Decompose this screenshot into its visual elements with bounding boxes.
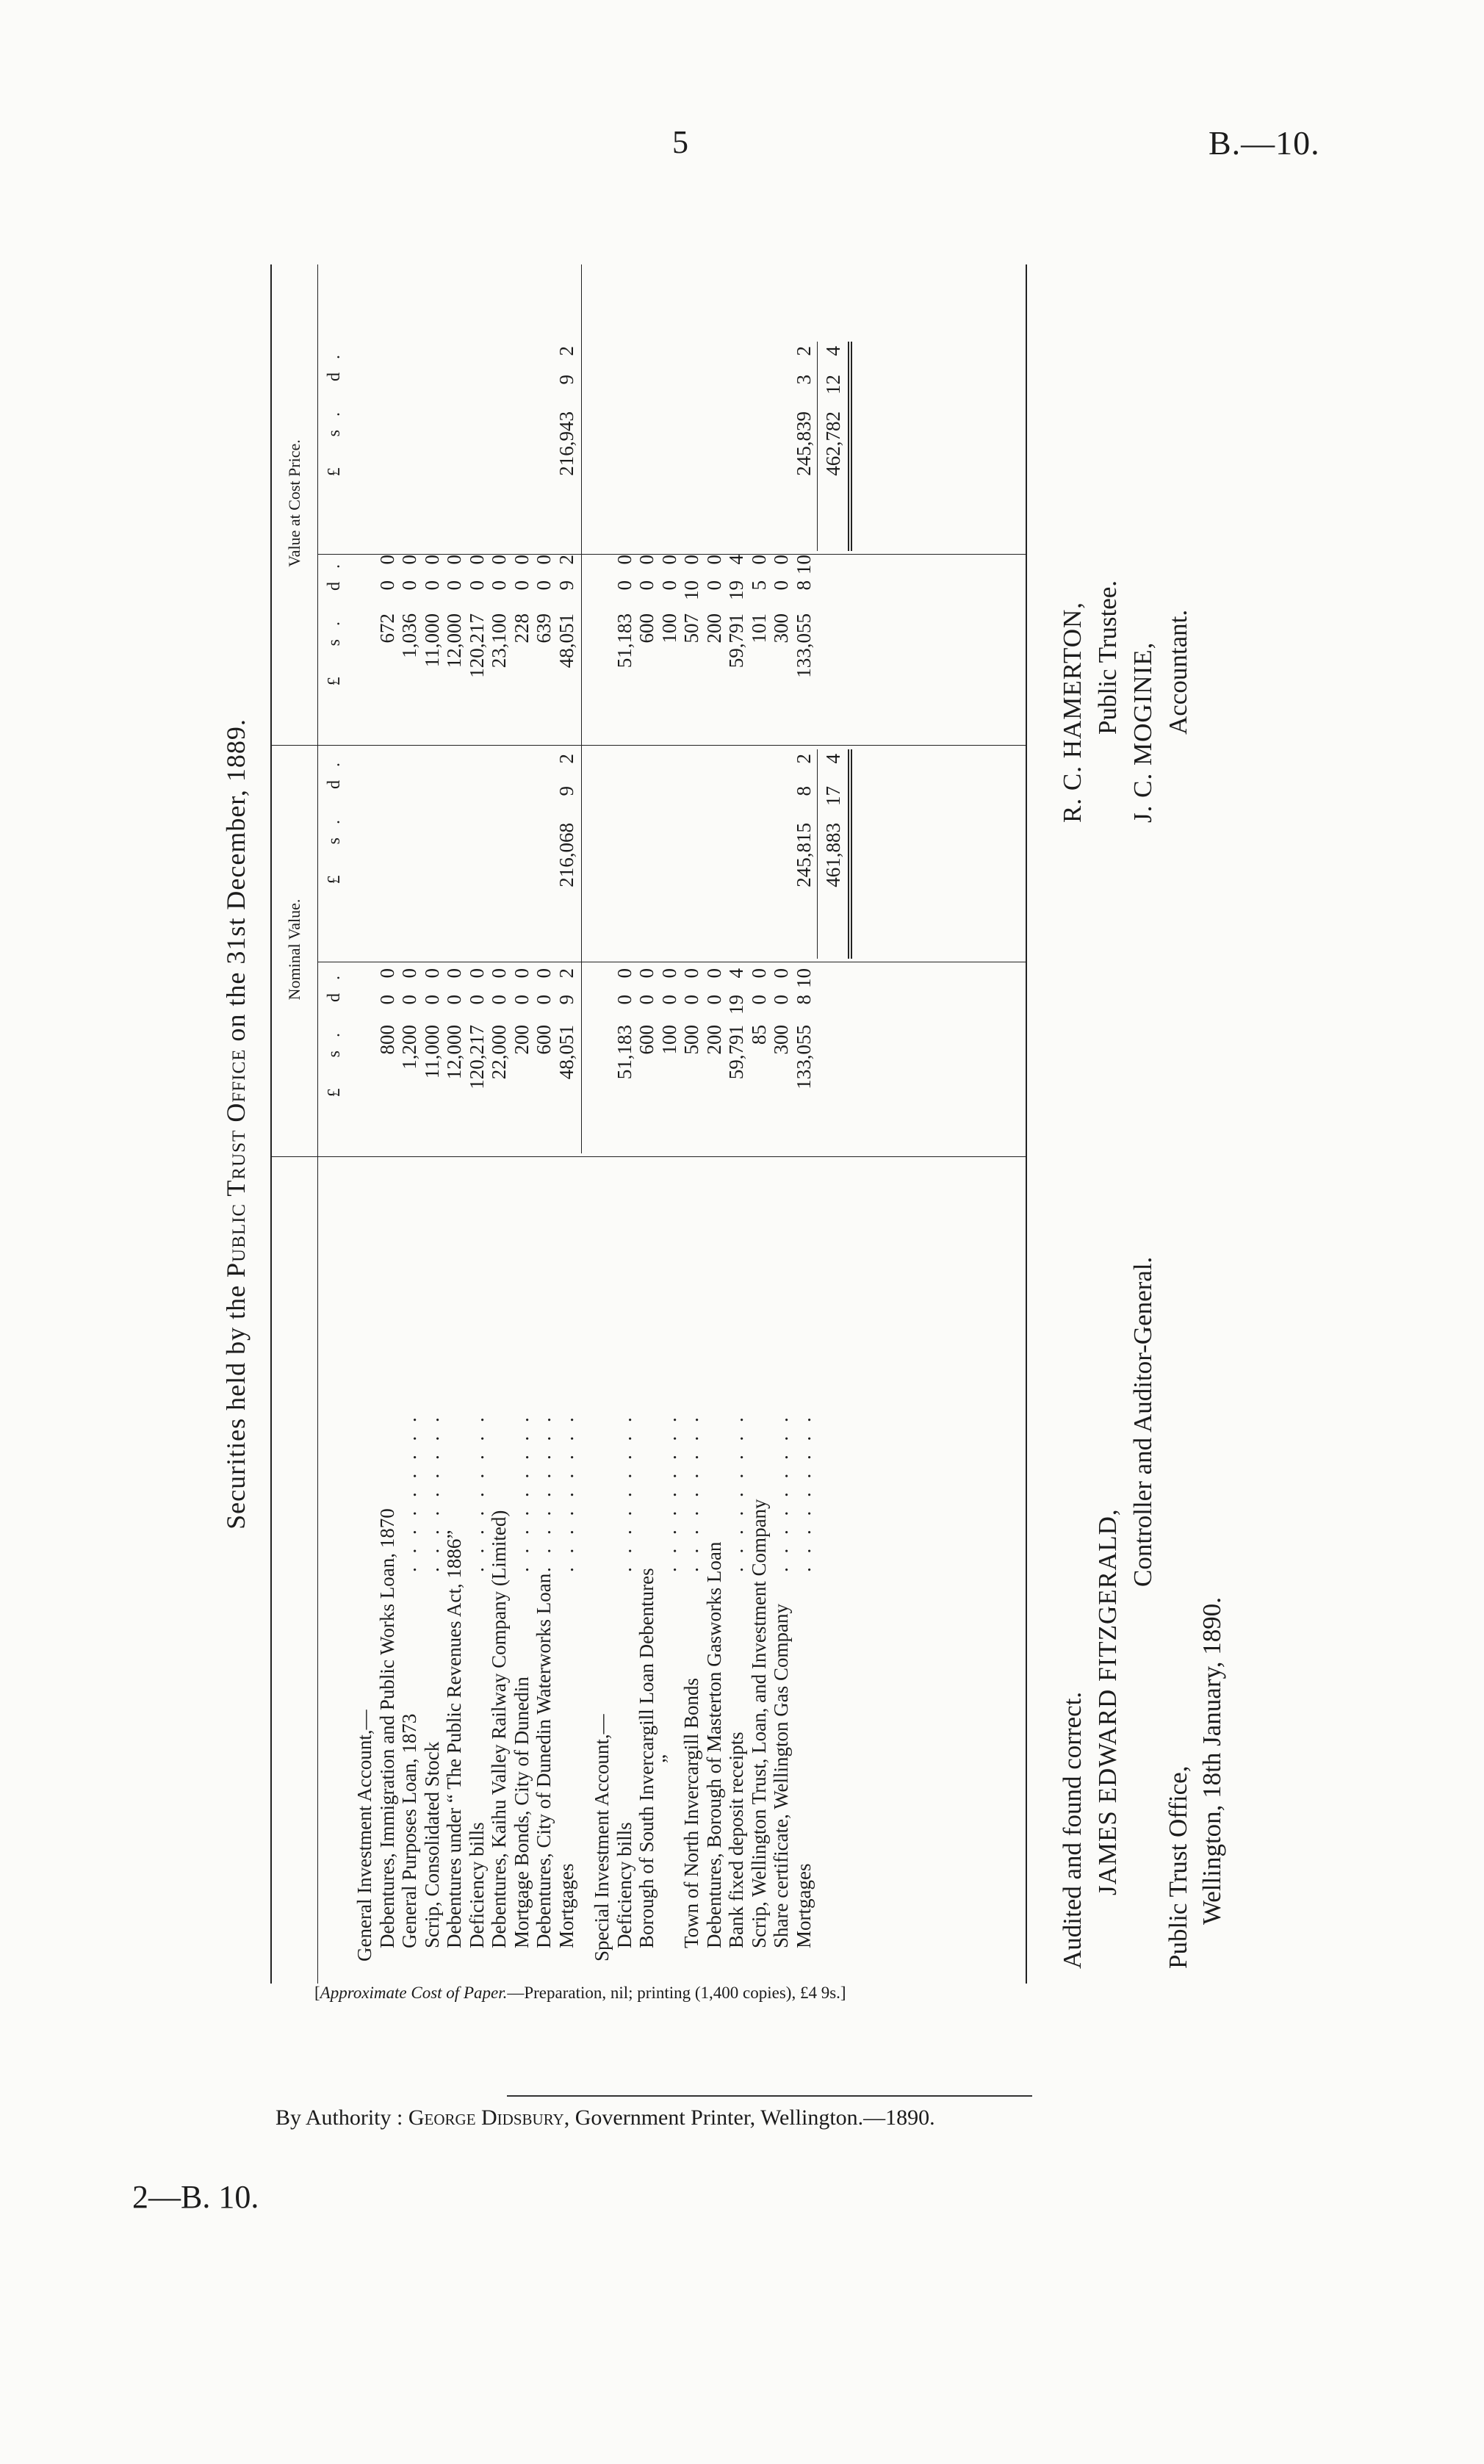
row-value-nl: 120,217 [465, 1025, 488, 1089]
row-value-nd: 0 [680, 968, 703, 979]
row-value-nl: 1,200 [398, 1025, 420, 1070]
nominal-units: £ s. d. [325, 962, 344, 1098]
row-value-ns: 8 [792, 995, 815, 1005]
row-value-cd: 0 [375, 555, 398, 565]
rotated-securities-table [220, 264, 1455, 1984]
row-value-nl: 12,000 [443, 1025, 465, 1080]
row-value-nd: 0 [702, 968, 725, 979]
row-value-nd: 0 [658, 968, 680, 979]
row-value-nl: 600 [635, 1025, 658, 1055]
row-value-cd: 2 [555, 555, 577, 565]
row-value-cd: 0 [770, 555, 793, 565]
row-value-cs: 0 [770, 580, 793, 591]
row-value-cs: 0 [398, 580, 420, 591]
place-date: Wellington, 18th January, 1890. [1197, 1597, 1226, 1925]
row-value-nd: 0 [613, 968, 635, 979]
row-value-cl: 48,051 [555, 613, 577, 669]
sheet-mark: 2—B. 10. [132, 2179, 259, 2215]
row-label: Mortgages [555, 1863, 577, 1948]
row-value-ns: 0 [398, 995, 420, 1005]
section-total-total_nominal: 2 [555, 754, 577, 764]
office-line: Public Trust Office, [1164, 1765, 1192, 1969]
section-heading: General Investment Account,— [353, 1710, 375, 1962]
row-value-cd: 4 [725, 555, 748, 565]
row-value-cs: 0 [488, 580, 510, 591]
row-label: Debentures under “ The Public Revenues Act, 1886” [443, 1530, 465, 1948]
trustee-title: Public Trustee. [1093, 580, 1122, 735]
row-value-cs: 5 [747, 580, 770, 591]
table-row [556, 264, 577, 1984]
row-value-nl: 11,000 [420, 1025, 443, 1079]
grand-total-double-rule-cost [848, 342, 852, 551]
table-row [511, 264, 532, 1984]
section-total-total_cost: 9 [555, 375, 577, 385]
header-rule [317, 264, 318, 1984]
row-value-cd: 0 [443, 555, 465, 565]
section-heading-row [354, 264, 375, 1984]
grand-total-double-rule-nominal [848, 749, 852, 959]
row-value-cl: 507 [680, 613, 703, 644]
section-total-total_cost: 2 [555, 346, 577, 356]
table-row [377, 264, 397, 1984]
row-value-nl: 85 [747, 1025, 770, 1045]
row-value-cs: 9 [555, 580, 577, 591]
row-value-cd: 0 [747, 555, 770, 565]
row-label: Debentures, City of Dunedin Waterworks Loan [533, 1573, 555, 1948]
section-separator [581, 264, 582, 1153]
row-label: Deficiency bills [613, 1822, 635, 1948]
subtotal-rule-nominal [817, 749, 818, 959]
table-bottom-rule [1026, 264, 1027, 1984]
leader-dots: . . . . . . . . . [398, 1413, 420, 1572]
row-value-cd: 10 [792, 555, 815, 574]
leader-dots: . . . . . . . . . [555, 1413, 577, 1572]
accountant-title: Accountant. [1164, 609, 1192, 735]
row-value-ns: 0 [488, 995, 510, 1005]
row-value-nd: 0 [635, 968, 658, 979]
grand-total-nominal: 4 [822, 754, 845, 764]
row-value-ns: 9 [555, 995, 577, 1005]
row-value-nd: 0 [533, 968, 555, 979]
leader-dots: . . . . . . . . . [510, 1413, 533, 1572]
table-row [704, 264, 724, 1984]
row-value-cs: 0 [613, 580, 635, 591]
table-row [726, 264, 746, 1984]
row-value-cl: 200 [702, 613, 725, 644]
row-value-cl: 59,791 [725, 613, 748, 669]
leader-dots: . . . . . . . . . [658, 1413, 680, 1572]
leader-dots: . . . . . . . . . [613, 1413, 635, 1572]
row-value-nd: 0 [747, 968, 770, 979]
row-value-ns: 0 [510, 995, 533, 1005]
row-value-cl: 101 [747, 613, 770, 644]
row-value-cd: 0 [680, 555, 703, 565]
document-reference: B.—10. [1209, 124, 1320, 162]
row-value-cs: 0 [375, 580, 398, 591]
row-value-ns: 0 [613, 995, 635, 1005]
row-value-nl: 51,183 [613, 1025, 635, 1080]
section-heading: Special Investment Account,— [591, 1714, 613, 1962]
row-value-ns: 0 [702, 995, 725, 1005]
row-value-cs: 0 [510, 580, 533, 591]
row-value-cd: 0 [420, 555, 443, 565]
row-value-cd: 0 [533, 555, 555, 565]
row-value-cd: 0 [702, 555, 725, 565]
grand-total-row [823, 264, 843, 1984]
row-value-ns: 0 [680, 995, 703, 1005]
row-value-nl: 600 [533, 1025, 555, 1055]
section-total-total_cost: 245,839 [792, 411, 815, 476]
row-value-cl: 11,000 [420, 613, 443, 668]
trustee-name: R. C. HAMERTON, [1058, 601, 1087, 823]
leader-dots: . . . . . . . . . [725, 1413, 748, 1572]
leader-dots: . . . . . . . . . [680, 1413, 703, 1572]
grand-total-cost: 462,782 [822, 411, 845, 476]
row-value-cs: 19 [725, 580, 748, 600]
nominal-total-units: £ s. d. [325, 749, 344, 885]
row-value-nd: 0 [443, 968, 465, 979]
section-heading-row [591, 264, 612, 1984]
row-value-cl: 100 [658, 613, 680, 644]
subtotal-rule-cost [817, 342, 818, 551]
row-value-nl: 800 [375, 1025, 398, 1055]
row-value-nd: 0 [420, 968, 443, 979]
leader-dots: . . . . . . . . . [420, 1413, 443, 1572]
row-value-nl: 22,000 [488, 1025, 510, 1080]
table-row [489, 264, 509, 1984]
section-total-total_nominal: 2 [792, 754, 815, 764]
cost-units: £ s. d. [325, 551, 344, 686]
row-value-nd: 4 [725, 968, 748, 979]
section-total-total_cost: 2 [792, 346, 815, 356]
row-value-cl: 133,055 [792, 613, 815, 678]
row-value-cs: 0 [702, 580, 725, 591]
nominal-value-header: Nominal Value. [285, 898, 303, 1001]
table-row [771, 264, 791, 1984]
table-row [533, 264, 554, 1984]
row-value-cl: 300 [770, 613, 793, 644]
row-value-nl: 300 [770, 1025, 793, 1055]
row-value-nl: 200 [702, 1025, 725, 1055]
row-value-ns: 0 [747, 995, 770, 1005]
table-row [399, 264, 419, 1984]
row-value-nl: 59,791 [725, 1025, 748, 1080]
row-value-cl: 120,217 [465, 613, 488, 678]
row-label: Debentures, Kaihu Valley Railway Company (Limited) [488, 1510, 510, 1948]
accountant-name: J. C. MOGINIE, [1128, 641, 1157, 823]
row-label: Bank fixed deposit receipts [725, 1732, 748, 1948]
row-value-ns: 0 [533, 995, 555, 1005]
table-row [467, 264, 487, 1984]
row-value-cs: 0 [443, 580, 465, 591]
row-value-cd: 0 [613, 555, 635, 565]
section-total-total_nominal: 245,815 [792, 823, 815, 887]
row-value-cl: 672 [375, 613, 398, 644]
row-value-nd: 2 [555, 968, 577, 979]
row-value-cs: 10 [680, 580, 703, 600]
row-label: Town of North Invercargill Bonds [680, 1677, 703, 1948]
row-value-nd: 0 [375, 968, 398, 979]
row-label: Scrip, Consolidated Stock [420, 1741, 443, 1948]
row-value-nl: 500 [680, 1025, 703, 1055]
row-value-ns: 0 [443, 995, 465, 1005]
section-total-total_cost: 3 [792, 375, 815, 385]
row-label: ” [658, 1754, 680, 1763]
row-label: General Purposes Loan, 1873 [398, 1713, 420, 1948]
row-value-cd: 0 [398, 555, 420, 565]
page-number: 5 [672, 124, 688, 160]
section-total-total_nominal: 8 [792, 786, 815, 796]
row-value-cl: 51,183 [613, 613, 635, 669]
grand-total-nominal: 17 [822, 786, 845, 806]
row-label: Share certificate, Wellington Gas Company [770, 1604, 793, 1948]
row-value-cs: 0 [465, 580, 488, 591]
row-value-nl: 48,051 [555, 1025, 577, 1080]
row-label: Debentures, Immigration and Public Works Loan, 1870 [375, 1508, 398, 1948]
table-row [614, 264, 635, 1984]
row-value-nl: 200 [510, 1025, 533, 1055]
section-total-total_nominal: 216,068 [555, 823, 577, 887]
row-value-nd: 0 [398, 968, 420, 979]
row-value-ns: 0 [770, 995, 793, 1005]
leader-dots: . . . . . . . . . [792, 1413, 815, 1572]
row-value-cl: 600 [635, 613, 658, 644]
paper-cost-footnote: [Approximate Cost of Paper.—Preparation, nil; printing (1,400 copies), £4 9s.] [314, 1984, 846, 2002]
table-row [422, 264, 442, 1984]
row-value-cd: 0 [635, 555, 658, 565]
row-label: Borough of South Invercargill Loan Debentures [635, 1568, 658, 1948]
row-value-nd: 0 [770, 968, 793, 979]
section-total-total_cost: 216,943 [555, 411, 577, 476]
table-row [749, 264, 769, 1984]
grand-total-nominal: 461,883 [822, 823, 845, 887]
table-row [681, 264, 702, 1984]
table-top-rule [270, 264, 272, 1984]
audited-statement: Audited and found correct. [1058, 1691, 1087, 1969]
row-value-cl: 12,000 [443, 613, 465, 669]
row-value-cs: 8 [792, 580, 815, 591]
row-label: Debentures, Borough of Masterton Gasworks Loan [702, 1541, 725, 1948]
row-value-cd: 0 [465, 555, 488, 565]
grand-total-cost: 4 [822, 346, 845, 356]
authority-rule [507, 2095, 1032, 2097]
row-value-cs: 0 [533, 580, 555, 591]
row-value-cd: 0 [658, 555, 680, 565]
row-value-ns: 19 [725, 995, 748, 1015]
table-row [444, 264, 464, 1984]
section-total-total_nominal: 9 [555, 786, 577, 796]
row-value-ns: 0 [420, 995, 443, 1005]
row-value-cs: 0 [420, 580, 443, 591]
row-value-nd: 0 [488, 968, 510, 979]
row-label: Mortgage Bonds, City of Dunedin [510, 1676, 533, 1948]
row-value-nl: 100 [658, 1025, 680, 1055]
cost-total-units: £ s. d. [325, 342, 344, 477]
row-value-cl: 639 [533, 613, 555, 644]
table-row [659, 264, 680, 1984]
row-label: Deficiency bills [465, 1822, 488, 1948]
row-value-nd: 0 [510, 968, 533, 979]
row-value-ns: 0 [635, 995, 658, 1005]
table-title: Securities held by the Public Trust Office on the 31st December, 1889. [221, 718, 251, 1530]
row-value-nd: 0 [465, 968, 488, 979]
row-value-ns: 0 [658, 995, 680, 1005]
leader-dots: . . . . . . . . . [533, 1413, 555, 1572]
row-value-cl: 228 [510, 613, 533, 644]
row-value-ns: 0 [375, 995, 398, 1005]
row-value-cd: 0 [488, 555, 510, 565]
leader-dots: . . . . . . . . . [465, 1413, 488, 1572]
row-value-cl: 1,036 [398, 613, 420, 658]
row-value-cs: 0 [658, 580, 680, 591]
row-value-ns: 0 [465, 995, 488, 1005]
auditor-title: Controller and Auditor-General. [1128, 1256, 1157, 1587]
row-value-cd: 0 [510, 555, 533, 565]
row-value-cs: 0 [635, 580, 658, 591]
table-row [793, 264, 814, 1984]
auditor-name: JAMES EDWARD FITZGERALD, [1093, 1508, 1122, 1895]
cost-value-header: Value at Cost Price. [285, 439, 303, 567]
row-value-nl: 133,055 [792, 1025, 815, 1089]
table-row [636, 264, 657, 1984]
row-label: Mortgages [792, 1863, 815, 1948]
printer-authority: By Authority : George Didsbury, Government Printer, Wellington.—1890. [275, 2105, 935, 2130]
grand-total-cost: 12 [822, 375, 845, 395]
row-label: Scrip, Wellington Trust, Loan, and Investment Company [747, 1499, 770, 1948]
leader-dots: . . . . . . . . . [770, 1413, 793, 1572]
row-value-nd: 10 [792, 968, 815, 988]
row-value-cl: 23,100 [488, 613, 510, 669]
